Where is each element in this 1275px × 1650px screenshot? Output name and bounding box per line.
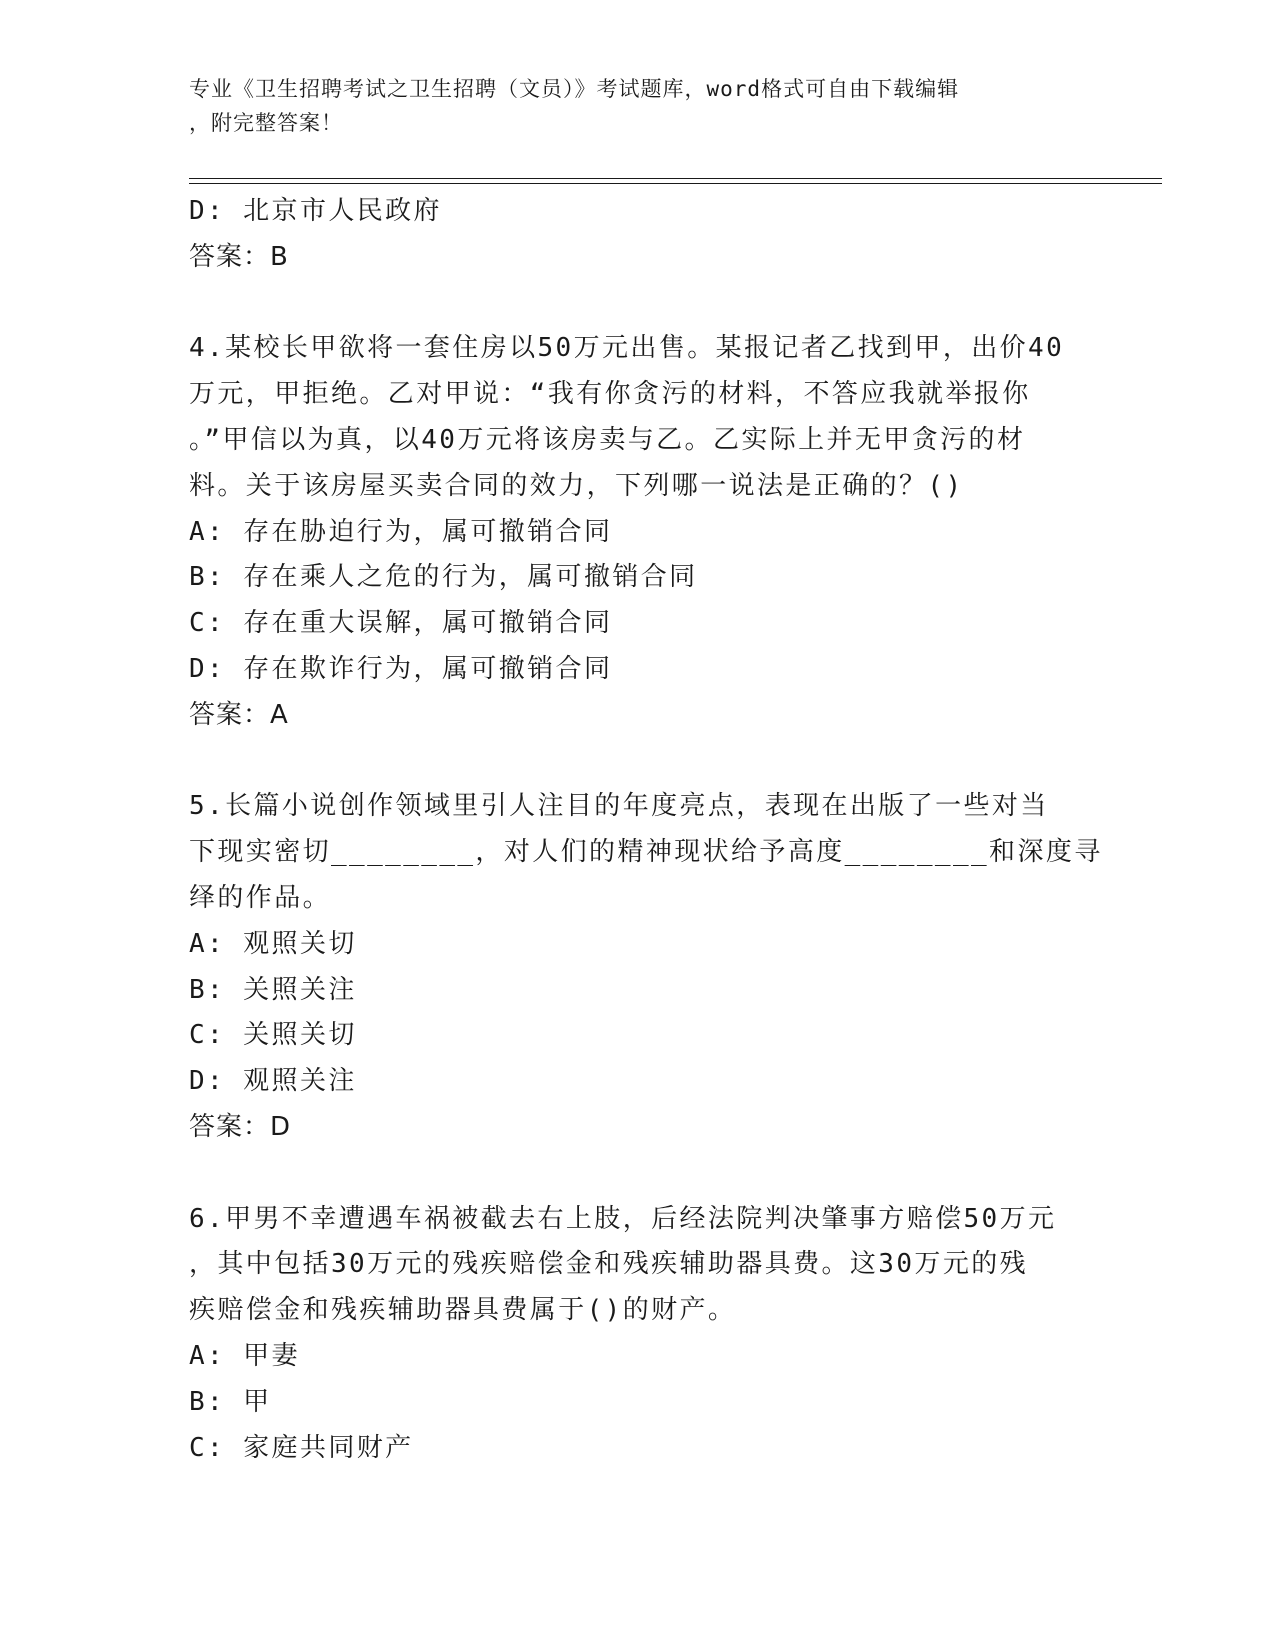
option-d: D: 存在欺诈行为，属可撤销合同 — [189, 653, 613, 684]
header-divider-bottom — [189, 183, 1162, 184]
answer: 答案：B — [189, 241, 289, 272]
question-stem-line: ，其中包括30万元的残疾赔偿金和残疾辅助器具费。这30万元的残 — [189, 1249, 1029, 1280]
question-stem-line: 6.甲男不幸遭遇车祸被截去右上肢，后经法院判决肇事方赔偿50万元 — [189, 1203, 1057, 1234]
option-b: B: 关照关注 — [189, 974, 357, 1005]
option-b: B: 存在乘人之危的行为，属可撤销合同 — [189, 562, 698, 593]
question-stem-line: 疾赔偿金和残疾辅助器具费属于()的财产。 — [189, 1295, 737, 1326]
header-line-2: ，附完整答案！ — [189, 111, 343, 135]
option-a: A: 存在胁迫行为，属可撤销合同 — [189, 516, 613, 547]
question-stem-line: 5.长篇小说创作领域里引人注目的年度亮点，表现在出版了一些对当 — [189, 791, 1049, 822]
question-stem-line: 绎的作品。 — [189, 882, 332, 913]
document-header — [189, 72, 1089, 140]
question-stem-line: 料。关于该房屋买卖合同的效力，下列哪一说法是正确的？() — [189, 470, 964, 501]
option-c: C: 关照关切 — [189, 1020, 357, 1051]
spacer — [189, 281, 1089, 327]
question-stem-line: 4.某校长甲欲将一套住房以50万元出售。某报记者乙找到甲，出价40 — [189, 333, 1065, 364]
option-d: D: 北京市人民政府 — [189, 196, 442, 226]
question-5 — [189, 784, 1103, 1150]
question-6 — [189, 1197, 1089, 1472]
option-a: A: 甲妻 — [189, 1340, 300, 1371]
header-line-1: 专业《卫生招聘考试之卫生招聘（文员）》考试题库，word格式可自由下载编辑 — [189, 77, 960, 101]
question-stem-line: 。”甲信以为真，以40万元将该房卖与乙。乙实际上并无甲贪污的材 — [189, 424, 1026, 455]
answer: 答案：D — [189, 1111, 292, 1142]
option-c: C: 存在重大误解，属可撤销合同 — [189, 608, 613, 639]
option-d: D: 观照关注 — [189, 1066, 357, 1097]
question-stem-line: 万元，甲拒绝。乙对甲说：“我有你贪污的材料，不答应我就举报你 — [189, 379, 1031, 410]
spacer — [189, 1151, 1089, 1197]
option-b: B: 甲 — [189, 1386, 272, 1417]
question-stem-line: 下现实密切________，对人们的精神现状给予高度________和深度寻 — [189, 837, 1103, 868]
header-divider-top — [189, 178, 1162, 179]
answer: 答案：A — [189, 699, 289, 730]
option-c: C: 家庭共同财产 — [189, 1432, 414, 1463]
option-a: A: 观照关切 — [189, 928, 357, 959]
question-3 — [189, 189, 1089, 281]
document-body — [189, 189, 1103, 1471]
question-4 — [189, 326, 1089, 738]
spacer — [189, 739, 1089, 785]
